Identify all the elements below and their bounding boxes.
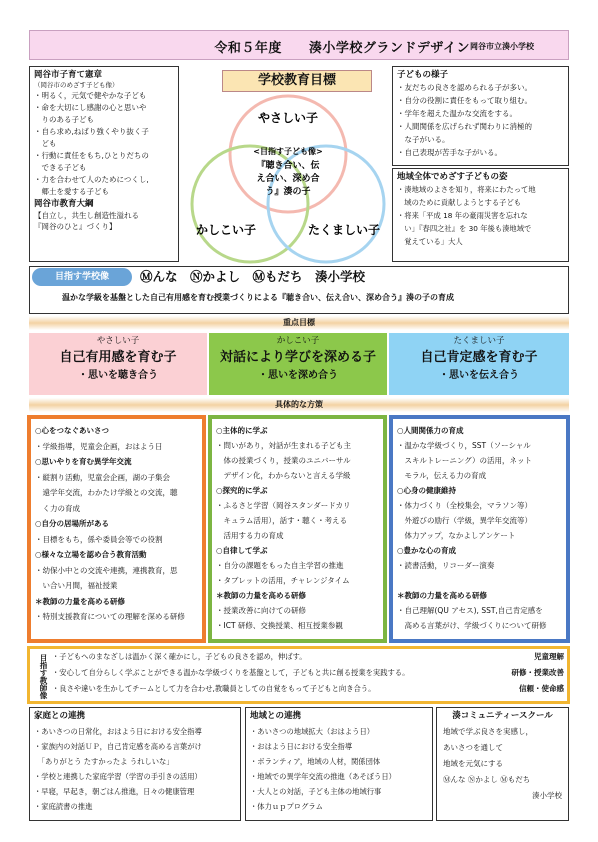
community-school-title: 湊コミュニティースクール (452, 711, 553, 721)
children-state-item: ・自分の役割に責任をもって取り組む。 (397, 96, 532, 105)
measure-line: ○人間関係力の育成 (397, 426, 464, 435)
community-item: ・おはよう日における安全指導 (250, 742, 353, 751)
measure-line: スキルトレーニング）の活用，ネット (397, 456, 532, 465)
measure-line: ○主体的に学ぶ (216, 426, 268, 435)
charter-item: ・力を合わせて人のためにつくし, (34, 175, 149, 184)
charter-title: 岡谷市子育て憲章 (34, 70, 103, 80)
home-item: ・早寝，早起き，朝ごはん推進，日々の健康管理 (34, 787, 195, 796)
school-slogan: Ⓜんな Ⓝかよし Ⓜもだち 湊小学校 (140, 269, 366, 284)
home-collaboration-box (29, 707, 241, 821)
community-title: 地域との連携 (250, 711, 302, 721)
measure-line: ＊教師の力量を高める研修 (35, 596, 125, 606)
measure-line: 遠学年交流，わかたけ学級との交流，聴 (35, 488, 178, 497)
charter-subtitle: （岡谷市のめざす子ども像） (34, 81, 119, 89)
measure-line: ○自分の居場所がある (35, 519, 110, 528)
measure-line: い合い月間，福祉授業 (35, 581, 118, 590)
venn-center-line: え合い、深め合 (256, 174, 320, 184)
school-vision-pill: 目指す学校像 (32, 268, 132, 286)
region-goal-item: ・湊地域のよさを知り，将来にわたって地 (397, 185, 536, 194)
measure-line: ○様々な立場を認め合う教育活動 (35, 550, 147, 559)
focus-point: ・思いを聴き合う (78, 370, 158, 381)
measure-line: ・特別支援教育についての理解を深める研修 (35, 612, 185, 621)
focus-sub: かしこい子 (276, 336, 320, 346)
header-banner (29, 30, 569, 60)
charter-item: ・自ら求め,ねばり強くやり抜く子 (34, 127, 149, 136)
charter-list (34, 90, 174, 198)
education-outline-item: 『岡谷のひと』づくり】 (34, 222, 117, 231)
measure-line: ○豊かな心の育成 (397, 546, 457, 555)
home-title: 家庭との連携 (34, 711, 86, 721)
region-goal-title: 地域全体でめざす子どもの姿 (397, 172, 508, 182)
measure-line: ＊教師の力量を高める研修 (397, 591, 487, 600)
measure-line: ・自分の課題をもった自主学習の推進 (216, 561, 344, 570)
charter-item: 郷土を愛する子ども (34, 187, 109, 196)
focus-sub: たくましい子 (453, 336, 505, 346)
children-state-item: ・友だちの良さを認められる子が多い。 (397, 83, 532, 92)
measure-line: ・問いがあり，対話が生まれる子ども主 (216, 441, 351, 450)
charter-item: ・命を大切にし感謝の心と思いや (34, 103, 147, 112)
venn-center-line: 『聴き合い、伝 (256, 161, 320, 171)
community-item: ・あいさつの地域拡大（おはよう日） (250, 727, 375, 736)
teacher-vision-keyword: 研修・授業改善 (511, 668, 564, 677)
region-goal-item: 覚えている」大人 (397, 237, 463, 246)
school-vision-statement: 温かな学級を基盤とした自己有用感を育む授業づくりによる『聴き合い、伝え合い、深め合う』湊の子の育成 (62, 293, 454, 302)
focus-goals-band: 重点目標 (29, 316, 569, 330)
community-item: ・大人との対話，子ども主体の地域行事 (250, 787, 382, 796)
community-school-item: Ⓜんな Ⓝかよし Ⓜもだち (443, 775, 531, 784)
home-item: 「ありがとう たすかったよ うれしいな」 (34, 757, 174, 766)
charter-item: できる子ども (34, 163, 87, 172)
measure-line: く力の育成 (35, 503, 80, 513)
charter-item: ・行動に責任をもち,ひとりだちの (34, 151, 149, 160)
children-state-box (392, 66, 569, 166)
goal-venn-diagram (188, 92, 388, 264)
focus-main: 自己肯定感を育む子 (420, 350, 538, 365)
region-goal-box (392, 168, 569, 262)
measure-line: ・自己理解(QU アセス), SST,自己肯定感を (397, 606, 543, 615)
focus-point: ・思いを伝え合う (439, 370, 519, 381)
teacher-vision-label: 目指す教師像 (39, 653, 48, 699)
community-item: ・地域での異学年交流の推進（あそぼう日） (250, 772, 396, 781)
children-state-list (397, 81, 564, 159)
measure-line: ○心をつなぐあいさつ (35, 426, 110, 435)
charter-item: ・明るく，元気で健やかな子ども (34, 91, 147, 100)
community-item: ・体力ｕｐプログラム (250, 802, 323, 811)
measure-line: ・ふるさと学習（岡谷スタンダードカリ (216, 501, 351, 510)
home-item: ・家族内の対話ＵＰ，自己肯定感を高める言葉がけ (34, 742, 202, 751)
venn-label-kind: やさしい子 (257, 111, 319, 125)
children-state-title: 子どもの様子 (397, 70, 449, 80)
measure-line: ＊教師の力量を高める研修 (216, 591, 306, 600)
measure-line: ・目標をもち，係や委員会等での役割 (35, 534, 163, 544)
measure-line: ・授業改善に向けての研修 (216, 606, 306, 615)
children-state-item: な子がいる。 (397, 135, 450, 144)
measure-line: モラル，伝える力の育成 (397, 471, 487, 480)
community-school-list (437, 724, 568, 804)
community-school-item: 地域を元気にする (443, 759, 503, 768)
measure-line: 体の授業づくり，授業のユニバーサル (216, 456, 351, 465)
measure-line: ○心身の健康維持 (397, 486, 457, 495)
venn-center-line: う』湊の子 (265, 187, 311, 197)
region-goal-item: 域のために貢献しようとする子ども (397, 198, 522, 207)
teacher-vision-keyword: 児童理解 (534, 652, 564, 661)
measure-line: デザイン化，わからないと言える学級 (216, 471, 351, 480)
community-list (246, 724, 432, 814)
measure-line: ・学級指導，児童会企画，おはよう日 (35, 441, 163, 451)
community-school-item: 地域で学ぶ良さを実感し， (443, 727, 533, 736)
community-school-box (436, 707, 569, 821)
home-item: ・学校と連携した家庭学習（学習の手引きの活用） (34, 772, 202, 781)
focus-main: 対話により学びを深める子 (219, 350, 376, 365)
education-outline-list (34, 210, 174, 232)
measure-line: ・幼保小中との交流や連携，連携教育，思 (35, 565, 178, 575)
community-collaboration-box (245, 707, 433, 821)
measure-line: ○探究的に学ぶ (216, 486, 268, 495)
measure-line: 外遊びの励行（学級，異学年交流等） (397, 516, 532, 525)
community-school-item: あいさつを通して (443, 743, 503, 752)
measure-line: ○自律して学ぶ (216, 546, 268, 555)
measure-line (397, 573, 562, 588)
venn-label-wise: かしこい子 (196, 223, 257, 237)
page-title: 令和５年度 湊小学校グランドデザイン (214, 41, 470, 56)
education-outline-item: 【自立し，共生し創造性溢れる (34, 211, 139, 220)
teacher-vision-item: ・子どもへのまなざしは温かく深く確かにし，子どもの良さを認め，伸ばす。 (52, 652, 307, 661)
measure-line: ○思いやりを育む異学年交流 (35, 457, 132, 466)
venn-center-heading: <目指す子ども像> (253, 147, 323, 156)
teacher-vision-keyword: 信頼・使命感 (519, 684, 564, 693)
teacher-vision-item: ・良さや違いを生かしてチームとして力を合わせ,教職員としての自覚をもって子どもと向き合う。 (52, 684, 376, 693)
teacher-vision-keywords (480, 649, 568, 697)
charter-item: りのある子ども (34, 115, 94, 124)
measure-line: ・縦割り活動，児童会企画，湖の子集会 (35, 472, 170, 482)
focus-point: ・思いを深め合う (258, 370, 338, 381)
measure-line: ・体力づくり（全校集会，マラソン等） (397, 501, 532, 510)
measures-wise-column (208, 415, 387, 643)
children-state-item: ・自己表現が苦手な子がいる。 (397, 148, 502, 157)
focus-wise-header (209, 333, 387, 395)
region-goal-item: い」『春四之社』を 30 年後も湊地域で (397, 224, 532, 233)
measure-line: キュラム活用），話す・聴く・考える (216, 516, 348, 525)
community-item: ・ボランティア，地域の人材，関係団体 (250, 757, 381, 766)
region-goal-item: ・将来「平成 18 年の豪雨災害を忘れな (397, 211, 528, 220)
measure-line: ・タブレットの活用，チャレンジタイム (216, 576, 350, 585)
venn-label-strong: たくましい子 (308, 223, 381, 237)
concrete-measures-band: 具体的な方策 (29, 398, 569, 412)
home-list (30, 724, 240, 814)
measure-line: 体力アップ，なかよしアンケート (397, 531, 516, 540)
home-item: ・家庭読書の推進 (34, 802, 93, 811)
measure-line: ・読書活動，リコーダー演奏 (397, 561, 495, 570)
children-state-item: ・学年を超えた温かな交流をする。 (397, 109, 517, 118)
measure-line: 活用する力の育成 (216, 531, 284, 540)
teacher-vision-item: ・安心して自分らしく学ぶことができる温かな学級づくりを基盤として，子どもと共に創る授業を実践する。 (52, 668, 410, 677)
children-state-item: ・人間関係を広げられず関わりに消極的 (397, 122, 532, 131)
measure-line: 高める言葉がけ、学級づくりについて研修 (397, 621, 547, 630)
community-school-item: 湊小学校 (532, 791, 562, 800)
measures-strong-column (389, 415, 570, 643)
focus-main: 自己有用感を育む子 (59, 350, 177, 365)
focus-strong-header (389, 333, 569, 395)
school-name: 岡谷市立湊小学校 (470, 42, 534, 51)
measure-line: ・ICT 研修、交換授業、相互授業参観 (216, 621, 343, 630)
focus-kind-header (29, 333, 207, 395)
education-outline-title: 岡谷市教育大綱 (34, 199, 94, 209)
okaya-charter-box (29, 66, 179, 262)
focus-sub: やさしい子 (96, 336, 140, 346)
region-goal-list (397, 183, 564, 248)
home-item: ・あいさつの日常化，おはよう日における安全指導 (34, 727, 202, 736)
measures-kind-column (27, 415, 206, 643)
measure-line: ・温かな学級づくり，SST（ソーシャル (397, 441, 531, 450)
charter-item: ども (34, 139, 57, 148)
school-goal-title: 学校教育目標 (222, 70, 372, 92)
